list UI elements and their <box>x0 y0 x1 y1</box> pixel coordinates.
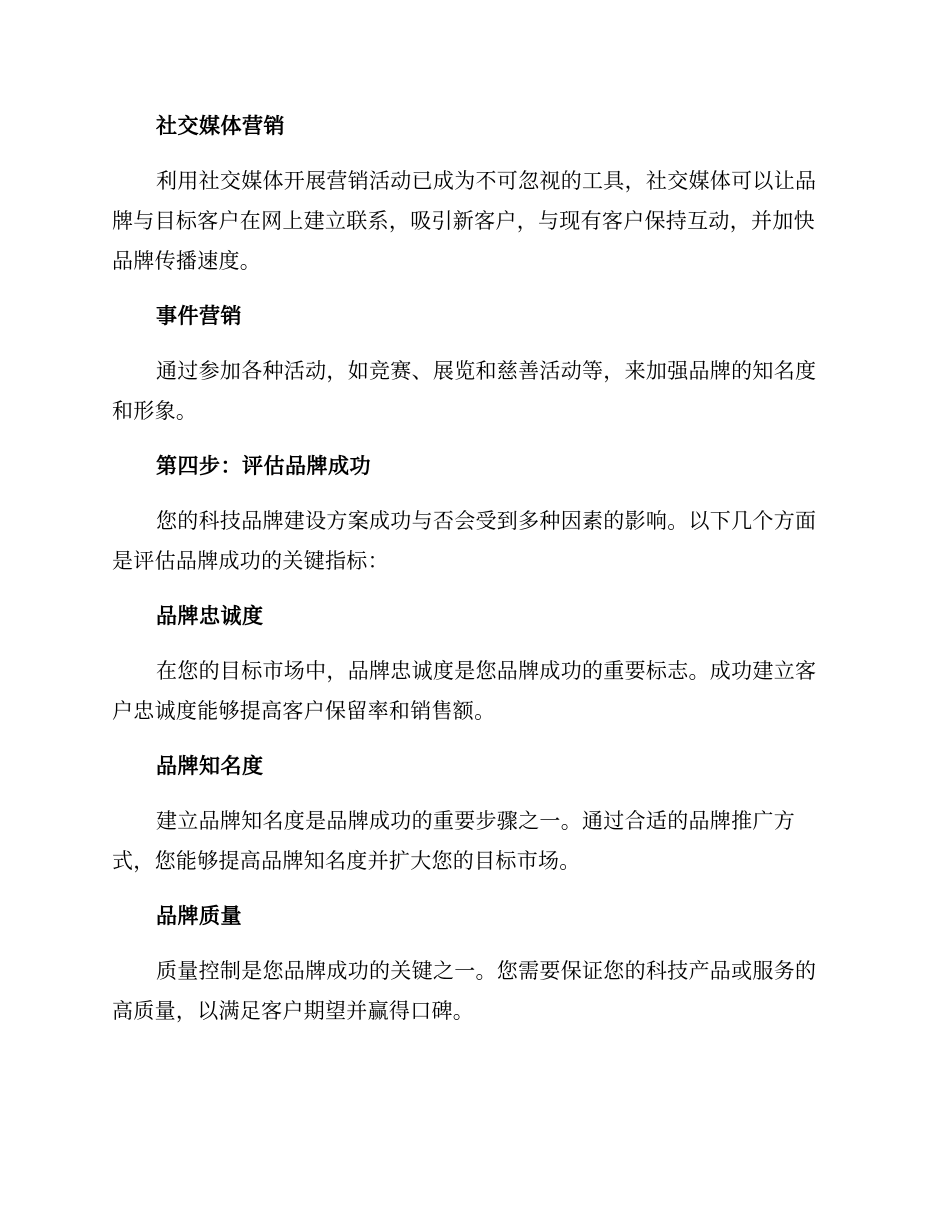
section-heading-step-four: 第四步：评估品牌成功 <box>156 454 371 478</box>
section-paragraph-social-media: 利用社交媒体开展营销活动已成为不可忽视的工具，社交媒体可以让品牌与目标客户在网上建立联系，吸引新客户，与现有客户保持互动，并加快品牌传播速度。 <box>112 169 817 273</box>
section-paragraph-brand-loyalty: 在您的目标市场中，品牌忠诚度是您品牌成功的重要标志。成功建立客户忠诚度能够提高客户保留率和销售额。 <box>112 659 817 723</box>
section-paragraph-brand-awareness: 建立品牌知名度是品牌成功的重要步骤之一。通过合适的品牌推广方式，您能够提高品牌知名度并扩大您的目标市场。 <box>112 809 795 873</box>
section-paragraph-event-marketing: 通过参加各种活动，如竞赛、展览和慈善活动等，来加强品牌的知名度和形象。 <box>112 359 817 423</box>
section-heading-brand-loyalty: 品牌忠诚度 <box>156 604 264 628</box>
document-body <box>112 106 832 1031</box>
section-heading-event-marketing: 事件营销 <box>156 304 242 328</box>
section-paragraph-brand-quality: 质量控制是您品牌成功的关键之一。您需要保证您的科技产品或服务的高质量，以满足客户期望并赢得口碑。 <box>112 959 817 1023</box>
section-heading-brand-quality: 品牌质量 <box>156 904 242 928</box>
section-heading-social-media: 社交媒体营销 <box>156 114 285 138</box>
section-paragraph-step-four: 您的科技品牌建设方案成功与否会受到多种因素的影响。以下几个方面是评估品牌成功的关键指标： <box>112 509 817 573</box>
section-heading-brand-awareness: 品牌知名度 <box>156 754 264 778</box>
